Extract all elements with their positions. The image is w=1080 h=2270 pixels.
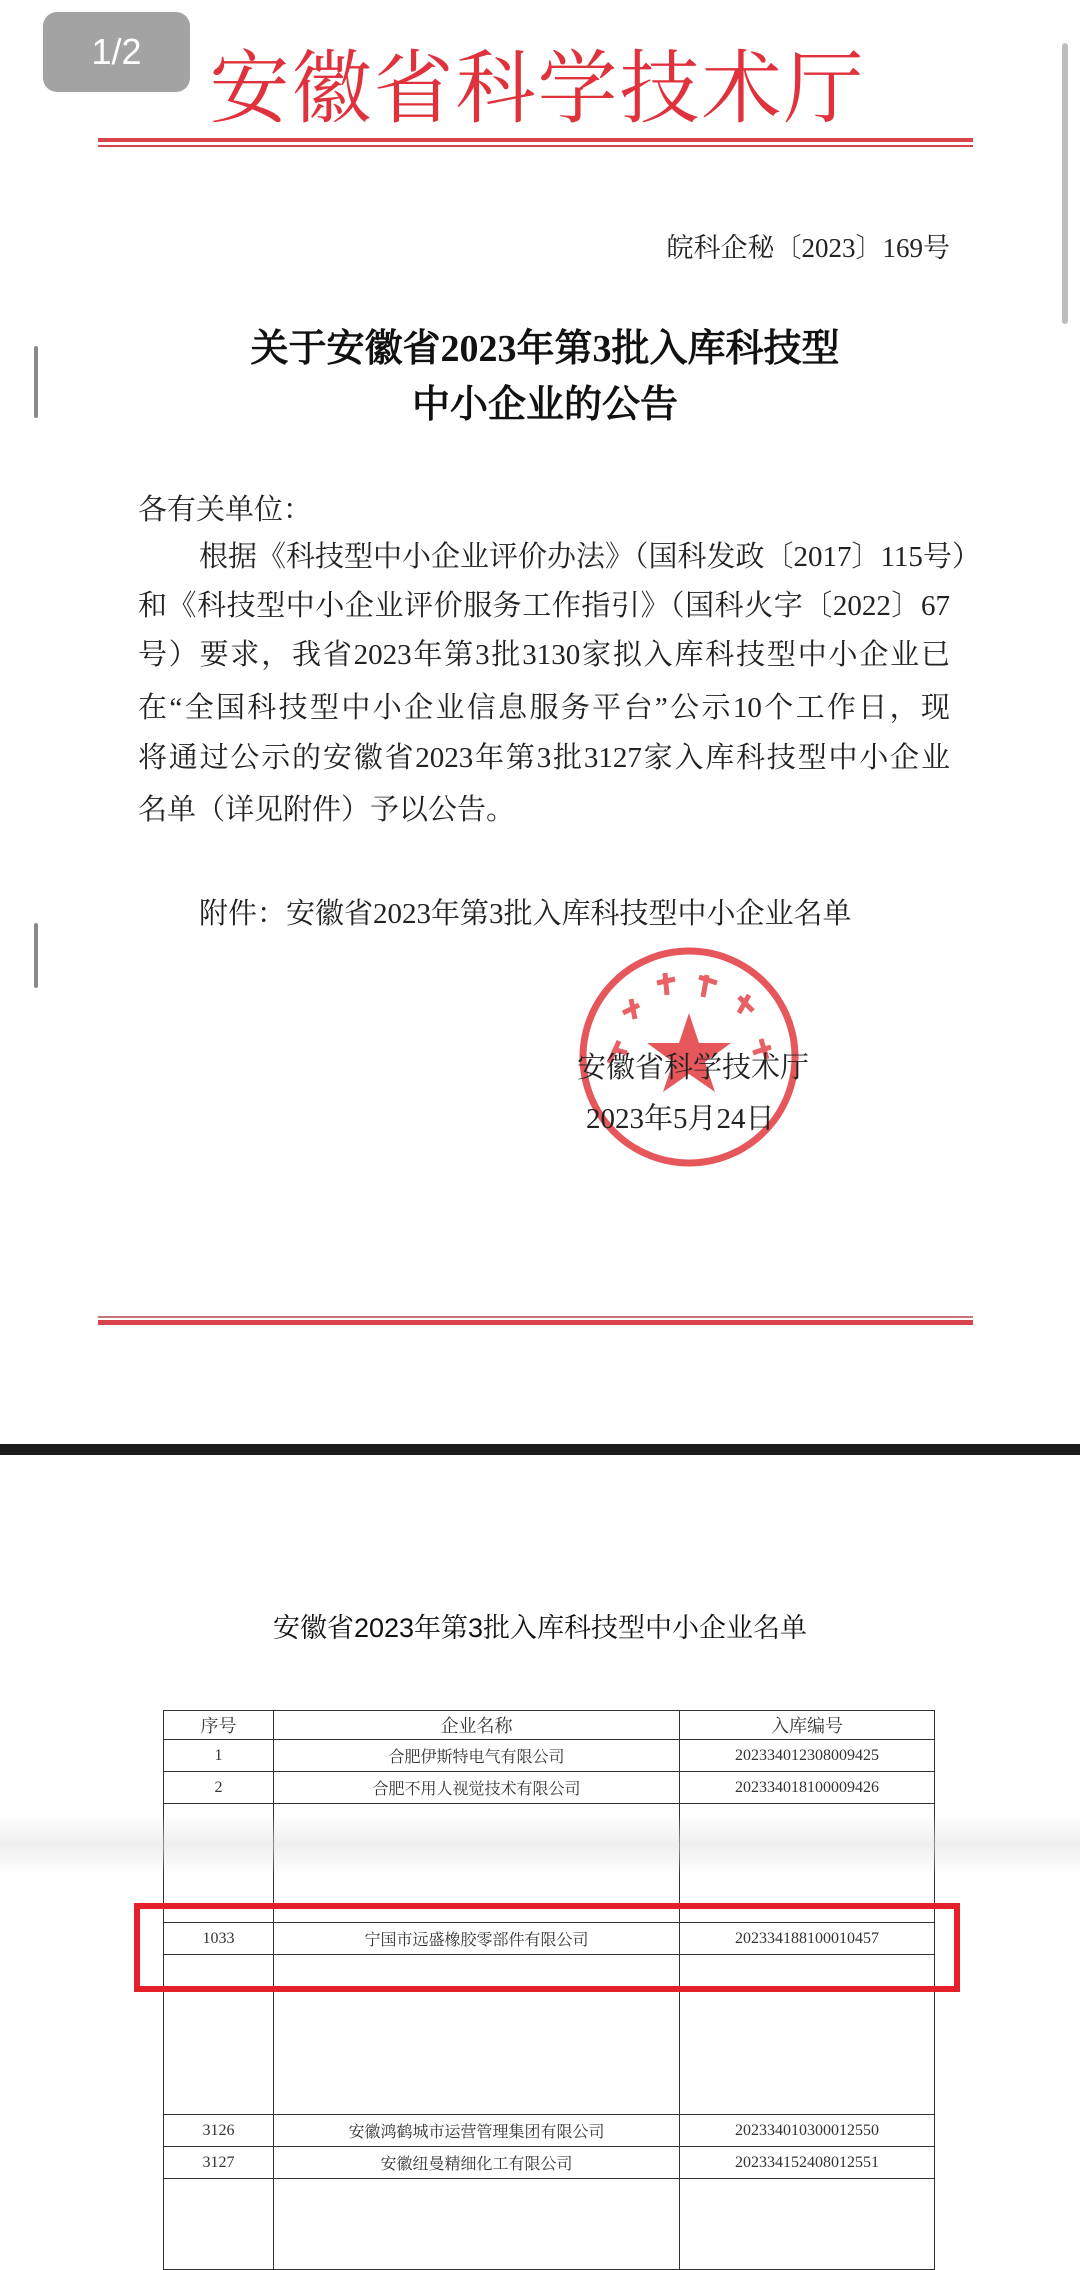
letterhead-divider-thin xyxy=(98,145,973,147)
list-title: 安徽省2023年第3批入库科技型中小企业名单 xyxy=(272,1613,808,1643)
cell-no: 3127 xyxy=(164,2147,274,2179)
document-title-line-1: 关于安徽省2023年第3批入库科技型 xyxy=(250,328,840,370)
cell-name: 宁国市远盛橡胶零部件有限公司 xyxy=(274,1923,680,1955)
cell-no: 1 xyxy=(164,1740,274,1772)
header-code: 入库编号 xyxy=(680,1711,935,1740)
scan-mark xyxy=(34,346,38,418)
cell-code: 202334188100010457 xyxy=(680,1923,935,1955)
cell-code: 202334010300012550 xyxy=(680,2115,935,2147)
document-title-line-2: 中小企业的公告 xyxy=(411,384,678,426)
document-number: 皖科企秘〔2023〕169号 xyxy=(666,233,950,263)
cell-no: 3126 xyxy=(164,2115,274,2147)
table-row xyxy=(164,1772,935,1804)
salutation: 各有关单位： xyxy=(138,494,313,526)
page-separator xyxy=(0,1444,1080,1455)
cell-code: 202334018100009426 xyxy=(680,1772,935,1804)
issue-date: 2023年5月24日 xyxy=(586,1103,775,1135)
table-row xyxy=(164,1740,935,1772)
footer-divider-thin xyxy=(98,1316,973,1318)
attachment-note: 附件：安徽省2023年第3批入库科技型中小企业名单 xyxy=(199,898,852,930)
highlight-box xyxy=(134,1903,960,1992)
signatory: 安徽省科学技术厅 xyxy=(577,1052,810,1084)
table-row xyxy=(164,2147,935,2179)
cell-name: 合肥不用人视觉技术有限公司 xyxy=(274,1772,680,1804)
body-line: 和《科技型中小企业评价服务工作指引》（国科火字〔2022〕67 xyxy=(138,590,950,622)
letterhead-divider xyxy=(98,138,973,142)
cell-name: 安徽纽曼精细化工有限公司 xyxy=(274,2147,680,2179)
cell-no: 1033 xyxy=(164,1923,274,1955)
body-line: 号）要求，我省2023年第3批3130家拟入库科技型中小企业已 xyxy=(138,639,950,671)
table-gap-row xyxy=(164,2179,935,2270)
scan-mark xyxy=(34,923,38,988)
header-no: 序号 xyxy=(164,1711,274,1740)
body-line: 将通过公示的安徽省2023年第3批3127家入库科技型中小企业 xyxy=(138,742,950,774)
body-line: 根据《科技型中小企业评价办法》（国科发政〔2017〕115号） xyxy=(199,541,981,573)
header-name: 企业名称 xyxy=(274,1711,680,1740)
table-header-row xyxy=(164,1711,935,1740)
scrollbar[interactable] xyxy=(1062,43,1068,324)
body-line: 在“全国科技型中小企业信息服务平台”公示10个工作日，现 xyxy=(138,692,950,724)
cell-code: 202334152408012551 xyxy=(680,2147,935,2179)
cell-code: 202334012308009425 xyxy=(680,1740,935,1772)
cell-no: 2 xyxy=(164,1772,274,1804)
cell-name: 安徽鸿鹤城市运营管理集团有限公司 xyxy=(274,2115,680,2147)
table-row xyxy=(164,2115,935,2147)
page-indicator: 1/2 xyxy=(43,12,190,92)
footer-divider xyxy=(98,1320,973,1325)
letterhead-title: 安徽省科学技术厅 xyxy=(209,46,866,134)
body-line: 名单（详见附件）予以公告。 xyxy=(138,794,516,826)
cell-name: 合肥伊斯特电气有限公司 xyxy=(274,1740,680,1772)
